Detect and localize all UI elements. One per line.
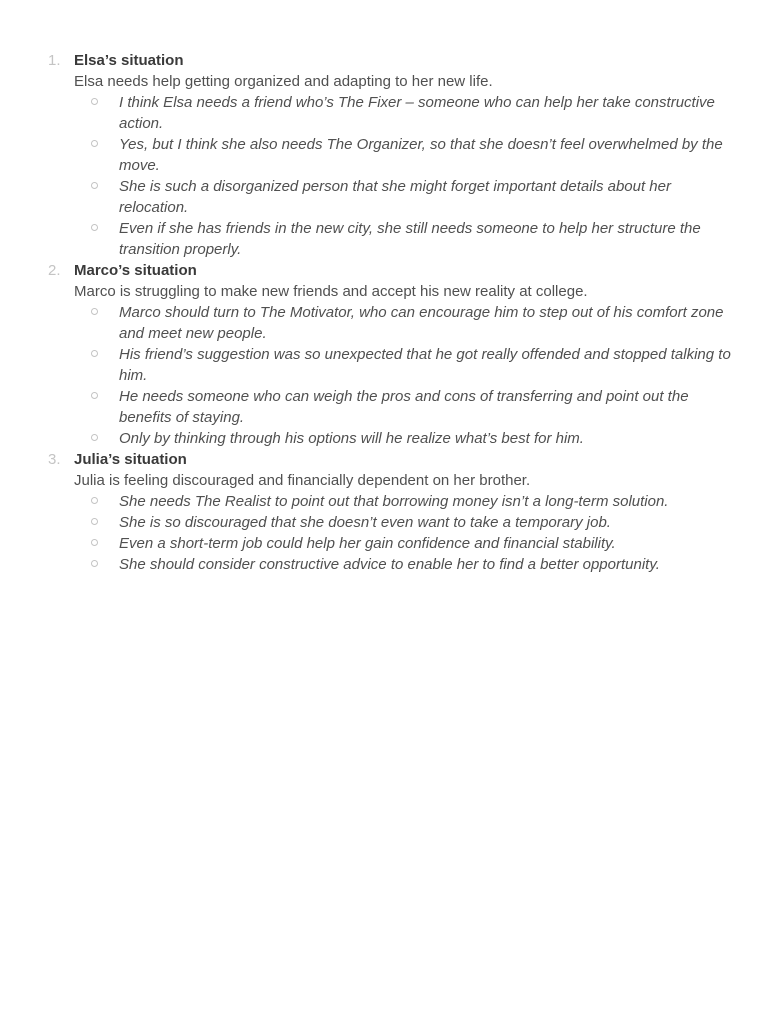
list-item-text: She is so discouraged that she doesn’t even want to take a temporary job. (119, 514, 611, 531)
section-title: Elsa’s situation (74, 52, 184, 69)
hollow-circle-bullet-icon (91, 560, 98, 567)
section-marco (0, 260, 768, 449)
hollow-circle-bullet-icon (91, 224, 98, 231)
list-item-text: I think Elsa needs a friend who’s The Fixer – someone who can help her take constructive action. (119, 94, 715, 132)
list-item-text: Even a short-term job could help her gain confidence and financial stability. (119, 535, 616, 552)
list-item (74, 302, 740, 344)
section-title: Marco’s situation (74, 262, 197, 279)
hollow-circle-bullet-icon (91, 497, 98, 504)
list-item (74, 428, 740, 449)
list-item-text: She should consider constructive advice to enable her to find a better opportunity. (119, 556, 660, 573)
sub-list (74, 491, 740, 575)
sub-list (74, 92, 740, 260)
list-item (74, 92, 740, 134)
hollow-circle-bullet-icon (91, 140, 98, 147)
list-item (74, 386, 740, 428)
list-number: 1. (48, 52, 61, 69)
list-item (74, 344, 740, 386)
hollow-circle-bullet-icon (91, 350, 98, 357)
list-item-text: Even if she has friends in the new city, she still needs someone to help her structure the transition properly. (119, 220, 701, 258)
list-item-text: She is such a disorganized person that she might forget important details about her relocation. (119, 178, 671, 216)
section-julia (0, 449, 768, 575)
sub-list (74, 302, 740, 449)
list-item-text: She needs The Realist to point out that borrowing money isn’t a long-term solution. (119, 493, 669, 510)
hollow-circle-bullet-icon (91, 539, 98, 546)
list-item-text: His friend’s suggestion was so unexpected that he got really offended and stopped talking to him. (119, 346, 731, 384)
section-intro: Elsa needs help getting organized and adapting to her new life. (74, 73, 493, 90)
hollow-circle-bullet-icon (91, 518, 98, 525)
list-item-text: Yes, but I think she also needs The Organizer, so that she doesn’t feel overwhelmed by the move. (119, 136, 723, 174)
list-number: 3. (48, 451, 61, 468)
section-intro: Julia is feeling discouraged and financially dependent on her brother. (74, 472, 531, 489)
list-item-text: Marco should turn to The Motivator, who can encourage him to step out of his comfort zone and meet new people. (119, 304, 724, 342)
list-item (74, 491, 740, 512)
hollow-circle-bullet-icon (91, 98, 98, 105)
hollow-circle-bullet-icon (91, 182, 98, 189)
section-elsa (0, 50, 768, 260)
list-item (74, 554, 740, 575)
list-item-text: He needs someone who can weigh the pros and cons of transferring and point out the benefits of staying. (119, 388, 689, 426)
hollow-circle-bullet-icon (91, 308, 98, 315)
hollow-circle-bullet-icon (91, 392, 98, 399)
list-item (74, 512, 740, 533)
list-number: 2. (48, 262, 61, 279)
list-item (74, 533, 740, 554)
document (0, 50, 768, 575)
section-intro: Marco is struggling to make new friends and accept his new reality at college. (74, 283, 588, 300)
hollow-circle-bullet-icon (91, 434, 98, 441)
list-item (74, 134, 740, 176)
list-item-text: Only by thinking through his options will he realize what’s best for him. (119, 430, 584, 447)
list-item (74, 176, 740, 218)
section-title: Julia’s situation (74, 451, 187, 468)
list-item (74, 218, 740, 260)
